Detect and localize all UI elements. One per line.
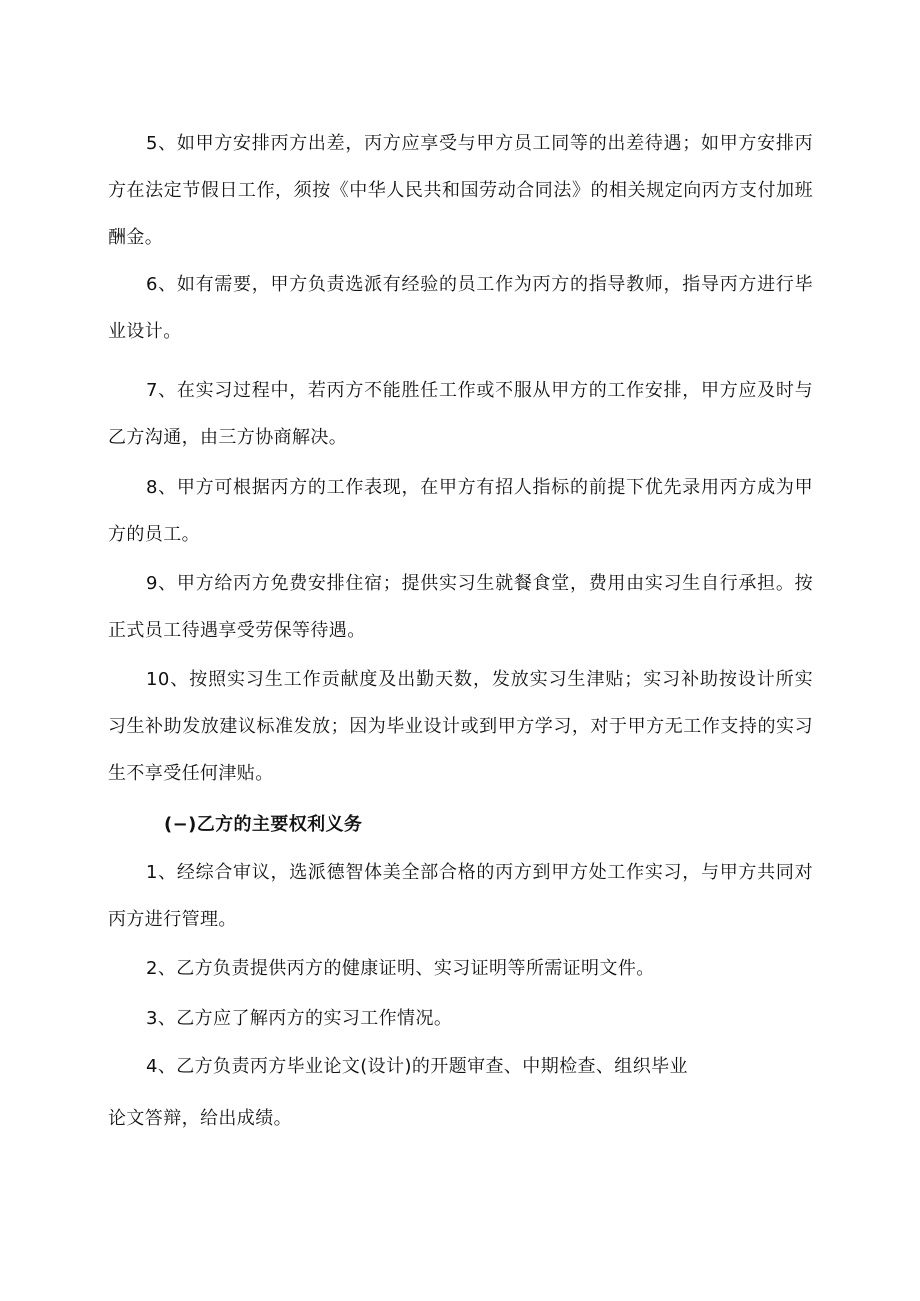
- clause-1: 1、经综合审议，选派德智体美全部合格的丙方到甲方处工作实习，与甲方共同对丙方进行管理。: [108, 862, 813, 930]
- paragraph-5: 5、如甲方安排丙方出差，丙方应享受与甲方员工同等的出差待遇；如甲方安排丙方在法定节假日工作，须按《中华人民共和国劳动合同法》的相关规定向丙方支付加班酬金。: [108, 133, 813, 248]
- clause-2: 2、乙方负责提供丙方的健康证明、实习证明等所需证明文件。: [146, 958, 655, 979]
- paragraph-8: 8、甲方可根据丙方的工作表现，在甲方有招人指标的前提下优先录用丙方成为甲方的员工。: [108, 477, 813, 545]
- clause-3: 3、乙方应了解丙方的实习工作情况。: [146, 1008, 453, 1029]
- section-heading: (−)乙方的主要权利义务: [164, 814, 363, 835]
- paragraph-6: 6、如有需要，甲方负责选派有经验的员工作为丙方的指导教师，指导丙方进行毕业设计。: [108, 274, 813, 342]
- paragraph-10: 10、按照实习生工作贡献度及出勤天数，发放实习生津贴；实习补助按设计所实习生补助发放建议标准发放；因为毕业设计或到甲方学习，对于甲方无工作支持的实习生不享受任何津贴。: [108, 669, 813, 784]
- clause-4-continuation: 论文答辩，给出成绩。: [108, 1108, 292, 1129]
- paragraph-9: 9、甲方给丙方免费安排住宿；提供实习生就餐食堂，费用由实习生自行承担。按正式员工待遇享受劳保等待遇。: [108, 573, 813, 641]
- clause-4: 4、乙方负责丙方毕业论文(设计)的开题审查、中期检查、组织毕业: [146, 1056, 688, 1077]
- paragraph-7: 7、在实习过程中，若丙方不能胜任工作或不服从甲方的工作安排，甲方应及时与乙方沟通，由三方协商解决。: [108, 380, 813, 448]
